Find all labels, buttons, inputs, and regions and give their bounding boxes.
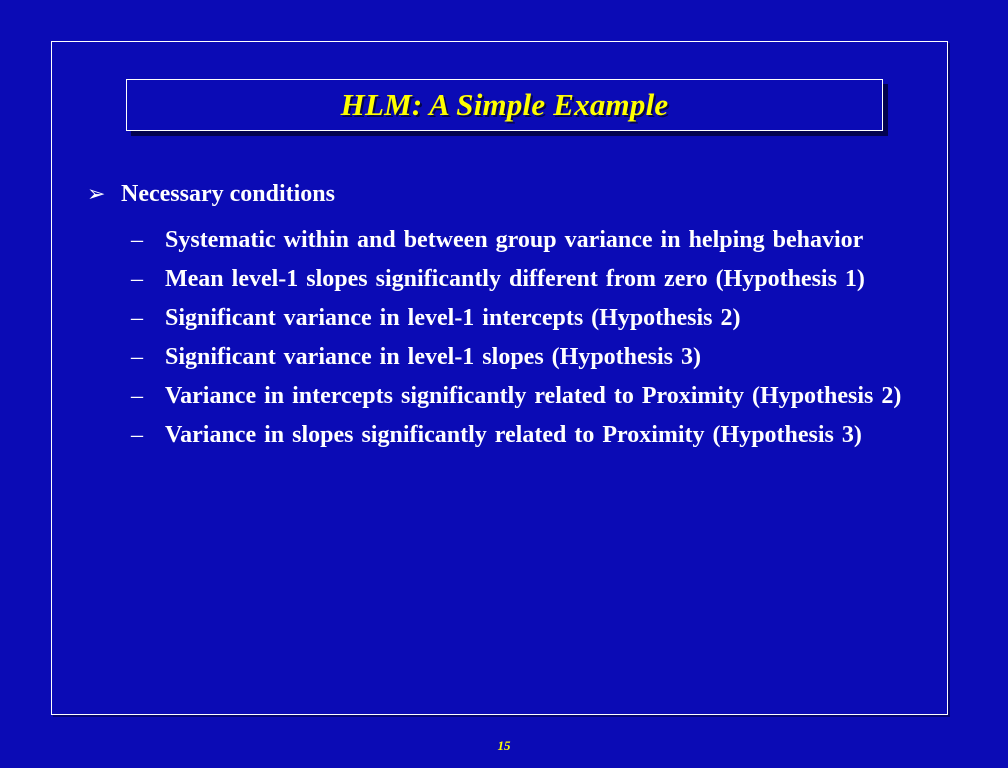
dash-marker: – [131, 344, 143, 370]
sub-bullet-text: Systematic within and between group variance in helping behavior [165, 227, 864, 253]
sub-bullet-list [131, 224, 916, 458]
sub-bullet-item [131, 341, 916, 373]
dash-marker: – [131, 383, 143, 409]
page-number: 15 [497, 738, 511, 753]
sub-bullet-item [131, 302, 916, 334]
right-arrowhead-icon: ➢ [87, 182, 106, 207]
sub-bullet-text: Variance in slopes significantly related to Proximity (Hypothesis 3) [165, 422, 862, 448]
sub-bullet-text: Mean level-1 slopes significantly different from zero (Hypothesis 1) [165, 266, 865, 292]
dash-marker: – [131, 266, 143, 292]
sub-bullet-text: Significant variance in level-1 intercepts (Hypothesis 2) [165, 305, 741, 331]
main-bullet-text: Necessary conditions [121, 181, 335, 207]
sub-bullet-item [131, 263, 916, 295]
sub-bullet-text: Significant variance in level-1 slopes (Hypothesis 3) [165, 344, 701, 370]
dash-marker: – [131, 227, 143, 253]
main-bullet [87, 178, 335, 211]
dash-marker: – [131, 422, 143, 448]
dash-marker: – [131, 305, 143, 331]
sub-bullet-item [131, 380, 916, 412]
slide-title: HLM: A Simple Example [340, 87, 669, 122]
sub-bullet-item [131, 419, 916, 451]
sub-bullet-text: Variance in intercepts significantly related to Proximity (Hypothesis 2) [165, 383, 902, 409]
sub-bullet-item [131, 224, 916, 256]
